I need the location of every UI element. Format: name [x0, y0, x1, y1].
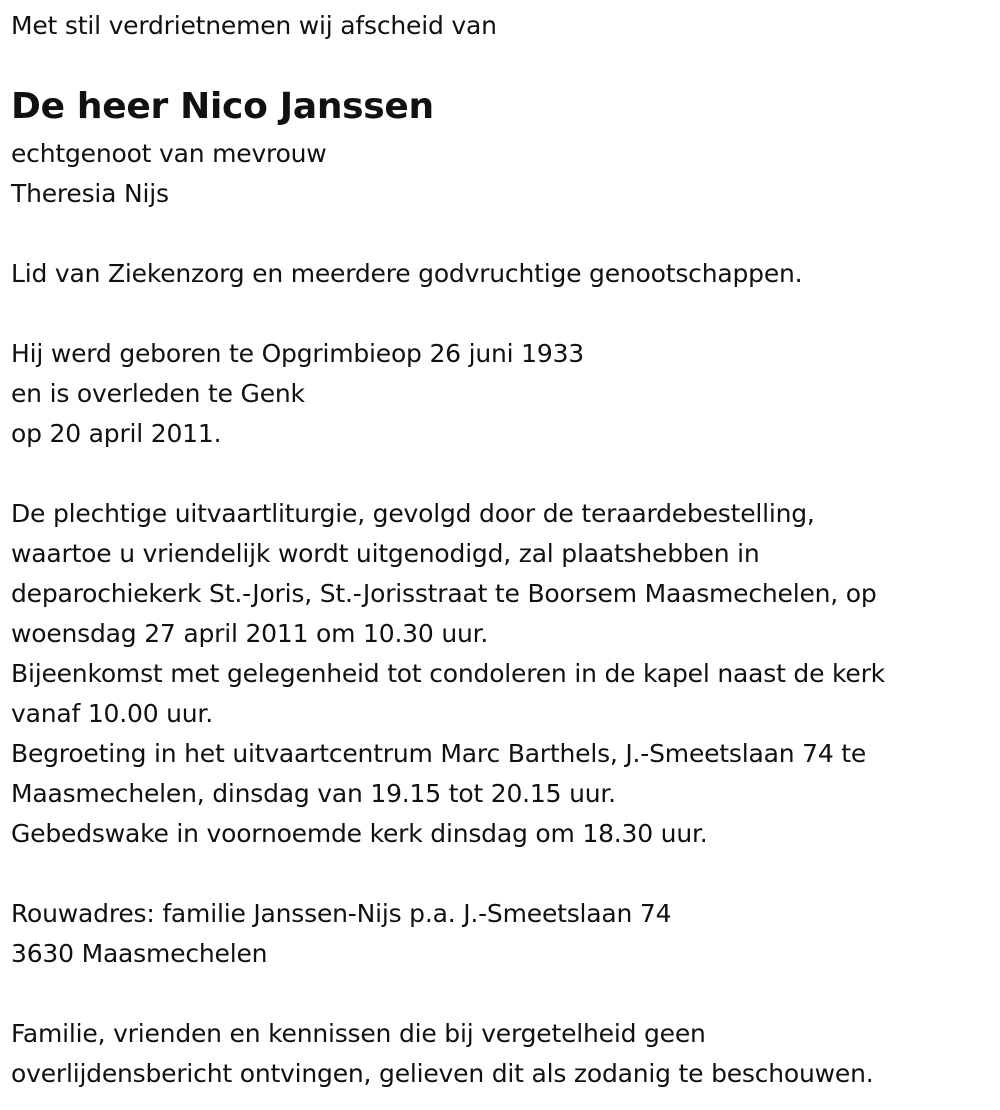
funeral-line: De plechtige uitvaartliturgie, gevolgd door de teraardebestelling,: [11, 499, 815, 528]
membership-line: Lid van Ziekenzorg en meerdere godvruchtige genootschappen.: [11, 259, 803, 288]
closing-line: overlijdensbericht ontvingen, gelieven dit als zodanig te beschouwen.: [11, 1059, 874, 1088]
birth-death-block: [11, 334, 584, 454]
deceased-name: De heer Nico Janssen: [11, 86, 434, 127]
intro-line: Met stil verdrietnemen wij afscheid van: [11, 11, 497, 40]
birth-line: Hij werd geboren te Opgrimbieop 26 juni 1933: [11, 339, 584, 368]
funeral-line: waartoe u vriendelijk wordt uitgenodigd, zal plaatshebben in: [11, 539, 760, 568]
condolence-line: vanaf 10.00 uur.: [11, 699, 213, 728]
death-place-line: en is overleden te Genk: [11, 379, 305, 408]
death-date-line: op 20 april 2011.: [11, 419, 222, 448]
closing-block: [11, 1014, 874, 1094]
address-city-line: 3630 Maasmechelen: [11, 939, 268, 968]
funeral-block: [11, 494, 885, 854]
spouse-line: echtgenoot van mevrouw: [11, 139, 327, 168]
address-line: Rouwadres: familie Janssen-Nijs p.a. J.-Smeetslaan 74: [11, 899, 672, 928]
condolence-line: Bijeenkomst met gelegenheid tot condoleren in de kapel naast de kerk: [11, 659, 885, 688]
funeral-line: deparochiekerk St.-Joris, St.-Jorisstraat te Boorsem Maasmechelen, op: [11, 579, 877, 608]
mourning-address-block: [11, 894, 671, 974]
membership-block: [11, 254, 802, 294]
visitation-line: Begroeting in het uitvaartcentrum Marc Barthels, J.-Smeetslaan 74 te: [11, 739, 867, 768]
closing-line: Familie, vrienden en kennissen die bij vergetelheid geen: [11, 1019, 706, 1048]
funeral-line: woensdag 27 april 2011 om 10.30 uur.: [11, 619, 489, 648]
spouse-block: [11, 134, 327, 214]
spouse-name: Theresia Nijs: [11, 179, 169, 208]
vigil-line: Gebedswake in voornoemde kerk dinsdag om 18.30 uur.: [11, 819, 708, 848]
visitation-line: Maasmechelen, dinsdag van 19.15 tot 20.15 uur.: [11, 779, 616, 808]
